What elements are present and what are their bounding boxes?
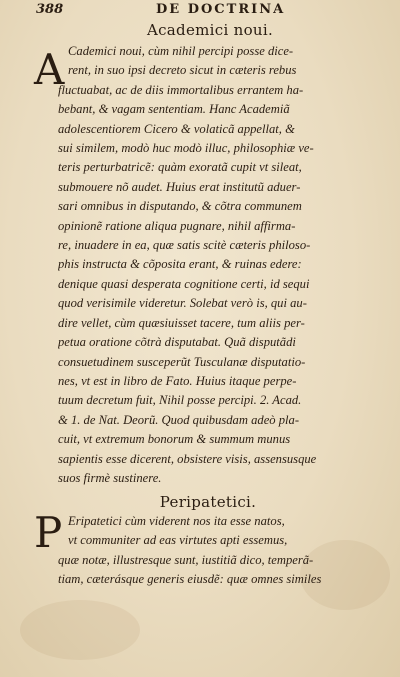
text-line: Cademici noui, cùm nihil percipi posse dice-: [68, 44, 294, 58]
paper-stain: [20, 600, 140, 660]
text-line: consuetudinem susceperũt Tusculanæ disputatio-: [58, 354, 306, 369]
text-line: phis instructa & cõposita erant, & ruinas edere:: [58, 257, 302, 272]
drop-cap: A: [34, 45, 65, 94]
text-line: bebant, & vagam sententiam. Hanc Academiã: [58, 102, 290, 117]
text-line: opinionẽ ratione aliqua pugnare, nihil affirma-: [58, 218, 296, 233]
section-heading-academici: Academici noui.: [146, 21, 274, 39]
text-line: sui similem, modò huc modò illuc, philosophiæ ve-: [58, 141, 314, 156]
text-line: rent, in suo ipsi decreto sicut in cæteris rebus: [68, 63, 297, 78]
drop-cap: P: [34, 508, 63, 557]
text-line: fluctuabat, ac de diis immortalibus errantem ha-: [58, 82, 304, 97]
text-line: adolescentiorem Cicero & volaticã appellat, &: [58, 121, 295, 136]
text-line: nes, vt est in libro de Fato. Huius itaque perpe-: [58, 373, 297, 388]
text-line: tuum decretum fuit, Nihil posse percipi. 2. Acad.: [58, 393, 302, 408]
text-line: petua oratione cõtrà disputabat. Quã disputãdi: [58, 335, 296, 350]
text-line: dire vellet, cùm quæsiuisset tacere, tum aliis per-: [58, 315, 305, 330]
text-line: quæ notæ, illustresque sunt, iustitiã dico, temperã-: [58, 552, 314, 567]
text-line: denique quasi desperata cognitione certi, id sequi: [58, 276, 310, 291]
section-body-academici: [58, 42, 386, 488]
page-number: 388: [36, 2, 64, 17]
text-line: vt communiter ad eas virtutes apti essemus,: [68, 533, 288, 548]
text-line: Eripatetici cùm viderent nos ita esse natos,: [68, 514, 285, 528]
text-line: cuit, vt extremum bonorum & summum munus: [58, 432, 291, 447]
text-line: teris perturbatricẽ: quàm exoratã cupit vt sileat,: [58, 160, 302, 175]
text-line: submouere nõ audet. Huius erat institutũ aduer-: [58, 179, 301, 194]
text-line: quod verisimile videretur. Solebat verò is, qui au-: [58, 296, 307, 311]
text-line: & 1. de Nat. Deorũ. Quod quibusdam adeò pla-: [58, 412, 300, 427]
text-line: suos firmè sustinere.: [58, 470, 162, 485]
text-line: sari omnibus in disputando, & cõtra communem: [58, 199, 302, 214]
section-body-peripatetici: [58, 512, 386, 590]
section-heading-peripatetici: Peripatetici.: [159, 493, 257, 511]
text-line: re, inuadere in ea, quæ satis scitè cæteris philoso-: [58, 238, 311, 253]
running-title: DE DOCTRINA: [156, 2, 286, 17]
text-line: sapientis esse dicerent, obsistere visis, assensusque: [58, 451, 317, 466]
text-line: tiam, cæterásque generis eiusdẽ: quæ omnes similes: [58, 572, 322, 587]
